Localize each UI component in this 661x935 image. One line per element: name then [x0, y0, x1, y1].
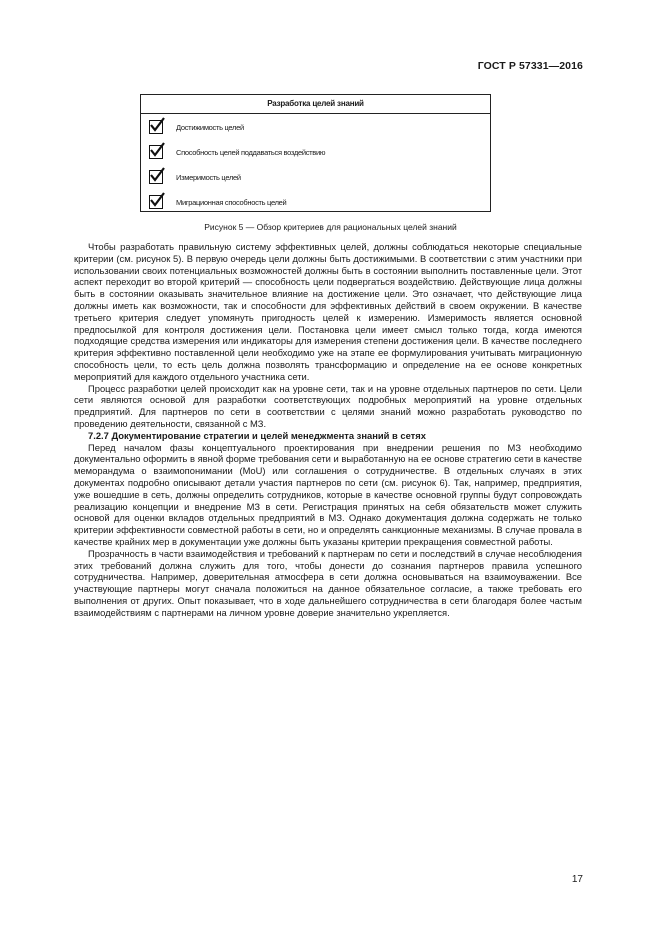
knowledge-goals-figure: [140, 94, 491, 212]
criterion-row-measurability: [149, 169, 241, 185]
paragraph: Прозрачность в части взаимодействия и требований к партнерам по сети и последствий в случае несоблюдения этих требований должна служить для того, чтобы донести до сознания партнеров правила успешного сотрудничества. Например, доверительная атмосфера в сети должна основываться на взаимоуважении. Все участвующие партнеры могут сначала положиться на данное обязательное согласие, а также требовать его выполнения от других. Опыт показывает, что в ходе дальнейшего сотрудничества в сети благодаря более частым взаимодействиям с партнерами на личном уровне доверие значительно укрепляется.: [74, 547, 582, 618]
criterion-label: Миграционная способность целей: [176, 197, 287, 207]
figure-title: Разработка целей знаний: [141, 95, 490, 114]
checkbox-checked-icon: [149, 120, 163, 134]
paragraph: Чтобы разработать правильную систему эффективных целей, должны соблюдаться некоторые специальные критерии (см. рисунок 5). В первую очередь цели должны быть достижимыми. В соответствии с этим участники при использовании своих потенциальных возможностей должны быть в состоянии выполнить поставленные цели. Этот аспект переходит во второй критерий — способность цели подвергаться воздействию. Действующие лица должны быть в состоянии оказывать значительное влияние на достижение цели. Это означает, что действующие лица должны иметь как возможности, так и способности для эффективных действий в своем окружении. В качестве третьего критерия следует упомянуть пригодность целей к измерению. Измеримость является основной предпосылкой для контроля достижения цели. Постановка цели имеет смысл только тогда, когда имеются подходящие средства измерения или индикаторы для измерения степени достижения цели. В качестве последнего критерия эффективно поставленной цели необходимо уже на этапе ее формулирования учитывать миграционную способность цели, то есть цель должна позволять трансформацию и определение на ее основе конкретных мероприятий для каждого отдельного участника сети.: [74, 241, 582, 382]
paragraph: Перед началом фазы концептуального проектирования при внедрении решения по МЗ необходимо документально оформить в явной форме требования сети и выработанную на ее основе стратегию сети в качестве меморандума о взаимопонимании (MoU) или соглашения о сотрудничестве. В отдельных случаях в этих документах подробно описывают детали участия партнеров по сети (см. рисунок 6). Так, например, предприятия, уже вошедшие в сеть, должны определить сотрудников, которые в качестве основной группы будут сопровождать реализацию концепции и внедрение МЗ в сети. Регистрация принятых на себя обязательств может служить основой для оценки вкладов отдельных предприятий в МЗ. Однако документация должна содержать не только критерии эффективности совместной работы в сети, но и определять санкционные механизмы. В случае провала в качестве крайних мер в документации уже должны быть указаны критерии прекращения совместной работы.: [74, 441, 582, 547]
criterion-label: Достижимость целей: [176, 122, 244, 132]
figure-caption: Рисунок 5 — Обзор критериев для рациональных целей знаний: [204, 222, 457, 232]
criterion-row-achievability: [149, 119, 244, 135]
body-text: [74, 241, 582, 619]
page-number: 17: [571, 874, 583, 885]
checkbox-checked-icon: [149, 145, 163, 159]
document-id: ГОСТ Р 57331—2016: [477, 60, 583, 72]
criterion-row-migration: [149, 194, 286, 210]
criterion-label: Измеримость целей: [176, 172, 241, 182]
section-heading: 7.2.7 Документирование стратегии и целей менеджмента знаний в сетях: [88, 429, 426, 441]
checkbox-checked-icon: [149, 195, 163, 209]
criterion-label: Способность целей поддаваться воздействию: [176, 147, 326, 157]
paragraph: Процесс разработки целей происходит как на уровне сети, так и на уровне отдельных партнеров по сети. Цели сети являются основой для разработки соответствующих подробных мероприятий на уровне отдельных предприятий. Для партнеров по сети в соответствии с целями знаний можно разработать руководство по проведению деятельности, связанной с МЗ.: [74, 382, 582, 429]
criterion-row-influence: [149, 144, 325, 160]
checkbox-checked-icon: [149, 170, 163, 184]
